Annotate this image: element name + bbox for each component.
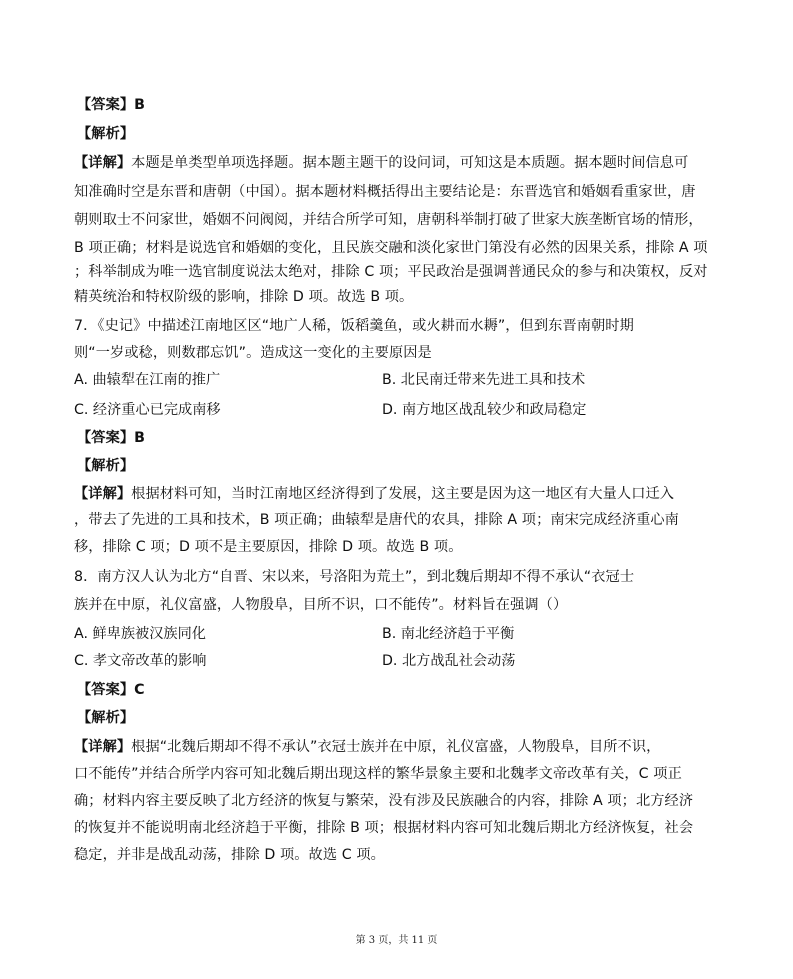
q7-stem-line-1: 7．《史记》中描述江南地区区“地广人稀，饭稻羹鱼，或火耕而水耨”，但到东晋南朝时期 [74,318,634,334]
q6-analysis-heading: 【解析】 [77,126,135,142]
q7-option-a: A. 曲辕犁在江南的推广 [74,372,221,388]
detail-tag: 【详解】 [74,739,132,755]
q8-option-c: C. 孝文帝改革的影响 [74,653,207,669]
q7-detail-line-2: ，带去了先进的工具和技术，B 项正确；曲辕犁是唐代的农具，排除 A 项；南宋完成经济重心南 [74,512,679,528]
q8-answer [77,680,145,700]
answer-tag: 【答案】 [77,97,135,113]
q7-detail-line-1: 【详解】根据材料可知，当时江南地区经济得到了发展，这主要是因为这一地区有大量人口迁入 [74,486,675,502]
q7-answer [77,428,145,448]
q7-option-d: D. 南方地区战乱较少和政局稳定 [382,402,587,418]
q8-stem-line-2: 族并在中原，礼仪富盛，人物殷阜，目所不识，口不能传”。材料旨在强调（） [74,597,568,613]
q6-detail-line-3: 朝则取士不问家世，婚姻不问阀阅，并结合所学可知，唐朝科举制打破了世家大族垄断官场的情形， [74,212,703,228]
q6-answer [77,95,145,115]
q8-detail-line-2: 口不能传”并结合所学内容可知北魏后期出现这样的繁华景象主要和北魏孝文帝改革有关，C 项正 [74,766,682,782]
page-footer: 第 3 页，共 11 页 [355,935,438,946]
detail-tag: 【详解】 [74,486,132,502]
q6-detail-line-5: ；科举制成为唯一选官制度说法太绝对，排除 C 项；平民政治是强调普通民众的参与和决策权，反对 [74,264,708,280]
answer-tag: 【答案】 [77,682,135,698]
q6-detail-line-2: 知准确时空是东晋和唐朝（中国）。据本题材料概括得出主要结论是：东晋选官和婚姻看重家世，唐 [74,184,696,200]
answer-value: C [134,682,145,698]
q8-option-a: A. 鲜卑族被汉族同化 [74,626,206,642]
q7-stem-line-2: 则“一岁或稔，则数郡忘饥”。造成这一变化的主要原因是 [74,345,432,361]
q8-option-b: B. 南北经济趋于平衡 [382,626,515,642]
q7-option-c: C. 经济重心已完成南移 [74,402,221,418]
answer-value: B [134,97,146,113]
q6-detail-line-1: 【详解】本题是单类型单项选择题。据本题主题干的设问词，可知这是本质题。据本题时间信息可 [74,155,689,171]
q7-detail-line-3: 移，排除 C 项；D 项不是主要原因，排除 D 项。故选 B 项。 [74,539,463,555]
answer-tag: 【答案】 [77,430,135,446]
q6-detail-line-6: 精英统治和特权阶级的影响，排除 D 项。故选 B 项。 [74,289,414,305]
q7-option-b: B. 北民南迁带来先进工具和技术 [382,372,586,388]
detail-tag: 【详解】 [74,155,132,171]
q8-detail-line-3: 确；材料内容主要反映了北方经济的恢复与繁荣，没有涉及民族融合的内容，排除 A 项；北方经济 [74,793,694,809]
q7-analysis-heading: 【解析】 [77,458,135,474]
q8-option-d: D. 北方战乱社会动荡 [382,653,516,669]
q8-detail-line-1: 【详解】根据“北魏后期却不得不承认”衣冠士族并在中原，礼仪富盛，人物殷阜，目所不识， [74,739,661,755]
answer-value: B [134,430,146,446]
q8-stem-line-1: 8．南方汉人认为北方“自晋、宋以来，号洛阳为荒土”，到北魏后期却不得不承认“衣冠士 [74,569,635,585]
q8-analysis-heading: 【解析】 [77,710,135,726]
q8-detail-line-5: 稳定，并非是战乱动荡，排除 D 项。故选 C 项。 [74,847,385,863]
q8-detail-line-4: 的恢复并不能说明南北经济趋于平衡，排除 B 项；根据材料内容可知北魏后期北方经济恢复，社会 [74,820,694,836]
q6-detail-line-4: B 项正确；材料是说选官和婚姻的变化，且民族交融和淡化家世门第没有必然的因果关系，排除 A 项 [74,240,708,256]
